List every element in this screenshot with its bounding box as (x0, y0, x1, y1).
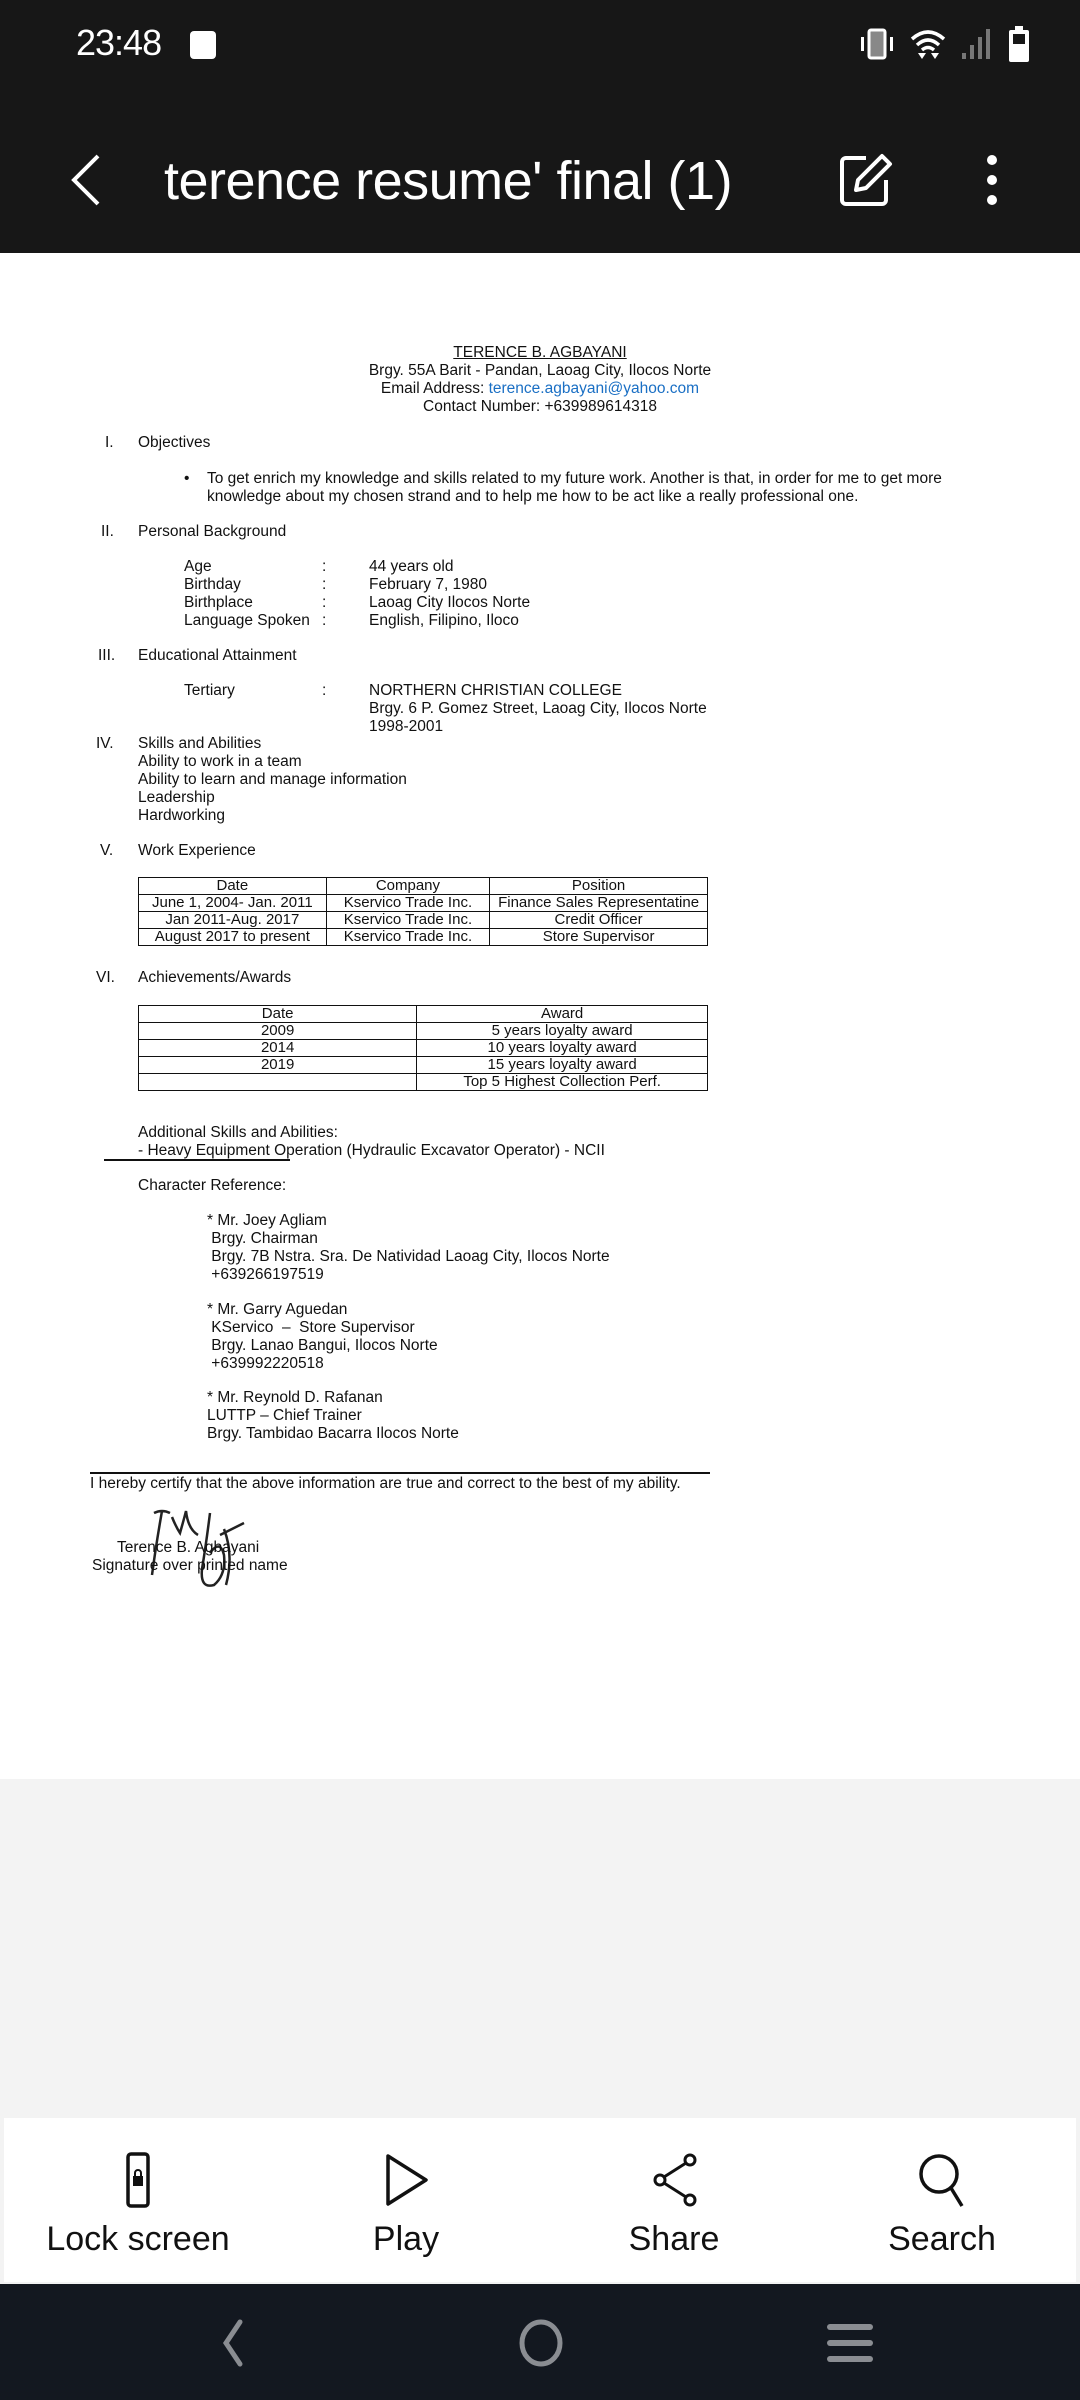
resume-contact: Contact Number: +639989614318 (423, 398, 657, 415)
search-button[interactable] (808, 2118, 1076, 2282)
reference-name: * Mr. Joey Agliam (207, 1212, 327, 1229)
table-cell: 15 years loyalty award (417, 1057, 708, 1074)
additional-skill-item: - Heavy Equipment Operation (Hydraulic Excavator Operator) - NCII (138, 1142, 605, 1159)
section-title-awards: Achievements/Awards (138, 969, 292, 986)
table-row (139, 929, 708, 946)
table-cell: Jan 2011-Aug. 2017 (139, 912, 327, 929)
table-cell: June 1, 2004- Jan. 2011 (139, 895, 327, 912)
lock-screen-icon (108, 2152, 168, 2208)
table-header: Date (139, 1006, 417, 1023)
work-experience-table (138, 877, 708, 946)
additional-skills-title: Additional Skills and Abilities: (138, 1124, 338, 1141)
vibrate-icon (858, 27, 896, 61)
table-header: Company (326, 878, 490, 895)
personal-value: February 7, 1980 (369, 576, 488, 593)
section-number: I. (105, 434, 114, 451)
notification-square-icon (190, 31, 216, 59)
personal-label: Age (184, 558, 212, 575)
play-label: Play (372, 2220, 440, 2258)
table-header-row (139, 878, 708, 895)
play-button[interactable] (272, 2118, 540, 2282)
reference-role: Brgy. Chairman (207, 1230, 318, 1247)
personal-value: English, Filipino, Iloco (369, 612, 519, 629)
section-number: II. (101, 523, 114, 540)
document-title: terence resume' final (1) (164, 151, 733, 211)
section-number: V. (100, 842, 114, 859)
section-title-objectives: Objectives (138, 434, 211, 451)
reference-name: * Mr. Garry Aguedan (207, 1301, 348, 1318)
reference-address: Brgy. Lanao Bangui, Ilocos Norte (207, 1337, 438, 1354)
table-cell: 2009 (139, 1023, 417, 1040)
section-title-personal: Personal Background (138, 523, 287, 540)
play-icon (376, 2152, 436, 2208)
table-cell: Top 5 Highest Collection Perf. (417, 1074, 708, 1091)
share-icon (644, 2152, 704, 2208)
bottom-action-bar (4, 2118, 1076, 2282)
separator: : (322, 576, 327, 593)
table-cell (139, 1074, 417, 1091)
reference-name: * Mr. Reynold D. Rafanan (207, 1389, 383, 1406)
table-cell: Kservico Trade Inc. (326, 929, 490, 946)
reference-phone: +639266197519 (207, 1266, 324, 1283)
table-cell: 5 years loyalty award (417, 1023, 708, 1040)
section-number: VI. (96, 969, 115, 986)
resume-document (0, 253, 1080, 1779)
table-row (139, 895, 708, 912)
skill-item: Hardworking (138, 807, 226, 824)
table-cell: Credit Officer (490, 912, 708, 929)
separator: : (322, 682, 327, 699)
separator: : (322, 594, 327, 611)
divider (90, 1472, 710, 1474)
objective-line-2: knowledge about my chosen strand and to help me how to be act like a really professional one. (207, 488, 859, 505)
cellular-signal-icon (960, 27, 994, 61)
nav-home-icon[interactable] (511, 2318, 571, 2368)
lock-screen-label: Lock screen (46, 2220, 230, 2258)
personal-label: Birthday (184, 576, 241, 593)
section-title-work: Work Experience (138, 842, 256, 859)
section-title-education: Educational Attainment (138, 647, 297, 664)
lock-screen-button[interactable] (4, 2118, 272, 2282)
table-header: Position (490, 878, 708, 895)
separator: : (322, 558, 327, 575)
table-row (139, 1057, 708, 1074)
personal-value: 44 years old (369, 558, 454, 575)
reference-role: LUTTP – Chief Trainer (207, 1407, 362, 1424)
reference-phone: +639992220518 (207, 1355, 324, 1372)
table-row (139, 1074, 708, 1091)
table-header: Award (417, 1006, 708, 1023)
table-cell: 10 years loyalty award (417, 1040, 708, 1057)
share-button[interactable] (540, 2118, 808, 2282)
email-label: Email Address: (380, 380, 489, 397)
system-nav-bar (0, 2284, 1080, 2400)
table-cell: 2014 (139, 1040, 417, 1057)
reference-role: KServico – Store Supervisor (207, 1319, 415, 1336)
references-title: Character Reference: (138, 1177, 287, 1194)
table-header-row (139, 1006, 708, 1023)
resume-address: Brgy. 55A Barit - Pandan, Laoag City, Ilocos Norte (368, 362, 712, 379)
school-name: NORTHERN CHRISTIAN COLLEGE (369, 682, 622, 699)
personal-label: Birthplace (184, 594, 253, 611)
wifi-icon (910, 27, 946, 61)
school-years: 1998-2001 (369, 718, 444, 735)
divider (104, 1159, 290, 1161)
section-number: IV. (96, 735, 114, 752)
status-bar (0, 0, 1080, 90)
table-row (139, 912, 708, 929)
table-cell: Kservico Trade Inc. (326, 912, 490, 929)
personal-value: Laoag City Ilocos Norte (369, 594, 531, 611)
table-row (139, 1023, 708, 1040)
edit-icon[interactable] (838, 152, 894, 208)
email-link[interactable]: terence.agbayani@yahoo.com (488, 380, 700, 397)
table-cell: August 2017 to present (139, 929, 327, 946)
certification-text: I hereby certify that the above information are true and correct to the best of my ability. (90, 1475, 681, 1492)
nav-back-icon[interactable] (200, 2318, 260, 2368)
share-label: Share (628, 2220, 720, 2258)
document-page[interactable] (0, 253, 1080, 1779)
separator: : (322, 612, 327, 629)
reference-address: Brgy. Tambidao Bacarra Ilocos Norte (207, 1425, 459, 1442)
app-bar (0, 90, 1080, 253)
search-label: Search (888, 2220, 996, 2258)
status-icons (858, 24, 1030, 64)
resume-email-line (0, 380, 1080, 398)
chevron-left-icon[interactable] (66, 152, 106, 208)
section-title-skills: Skills and Abilities (138, 735, 262, 752)
table-cell: 2019 (139, 1057, 417, 1074)
table-cell: Store Supervisor (490, 929, 708, 946)
table-row (139, 1040, 708, 1057)
personal-label: Language Spoken (184, 612, 310, 629)
table-cell: Kservico Trade Inc. (326, 895, 490, 912)
awards-table (138, 1005, 708, 1091)
nav-recents-icon[interactable] (820, 2318, 880, 2368)
skill-item: Ability to learn and manage information (138, 771, 407, 788)
education-label: Tertiary (184, 682, 235, 699)
skill-item: Ability to work in a team (138, 753, 302, 770)
objective-line-1: To get enrich my knowledge and skills related to my future work. Another is that, in order for me to get more (207, 470, 942, 487)
battery-icon (1008, 26, 1030, 62)
signer-name: Terence B. Agbayani (117, 1539, 260, 1556)
reference-address: Brgy. 7B Nstra. Sra. De Natividad Laoag City, Ilocos Norte (207, 1248, 610, 1265)
table-header: Date (139, 878, 327, 895)
resume-name: TERENCE B. AGBAYANI (453, 344, 627, 361)
status-time: 23:48 (76, 22, 162, 63)
section-number: III. (98, 647, 116, 664)
more-vertical-icon[interactable] (976, 152, 1008, 208)
skill-item: Leadership (138, 789, 215, 806)
bullet: • (184, 470, 190, 487)
signature-caption: Signature over printed name (92, 1557, 288, 1574)
school-address: Brgy. 6 P. Gomez Street, Laoag City, Ilocos Norte (369, 700, 707, 717)
search-icon (912, 2152, 972, 2208)
table-cell: Finance Sales Representatine (490, 895, 708, 912)
